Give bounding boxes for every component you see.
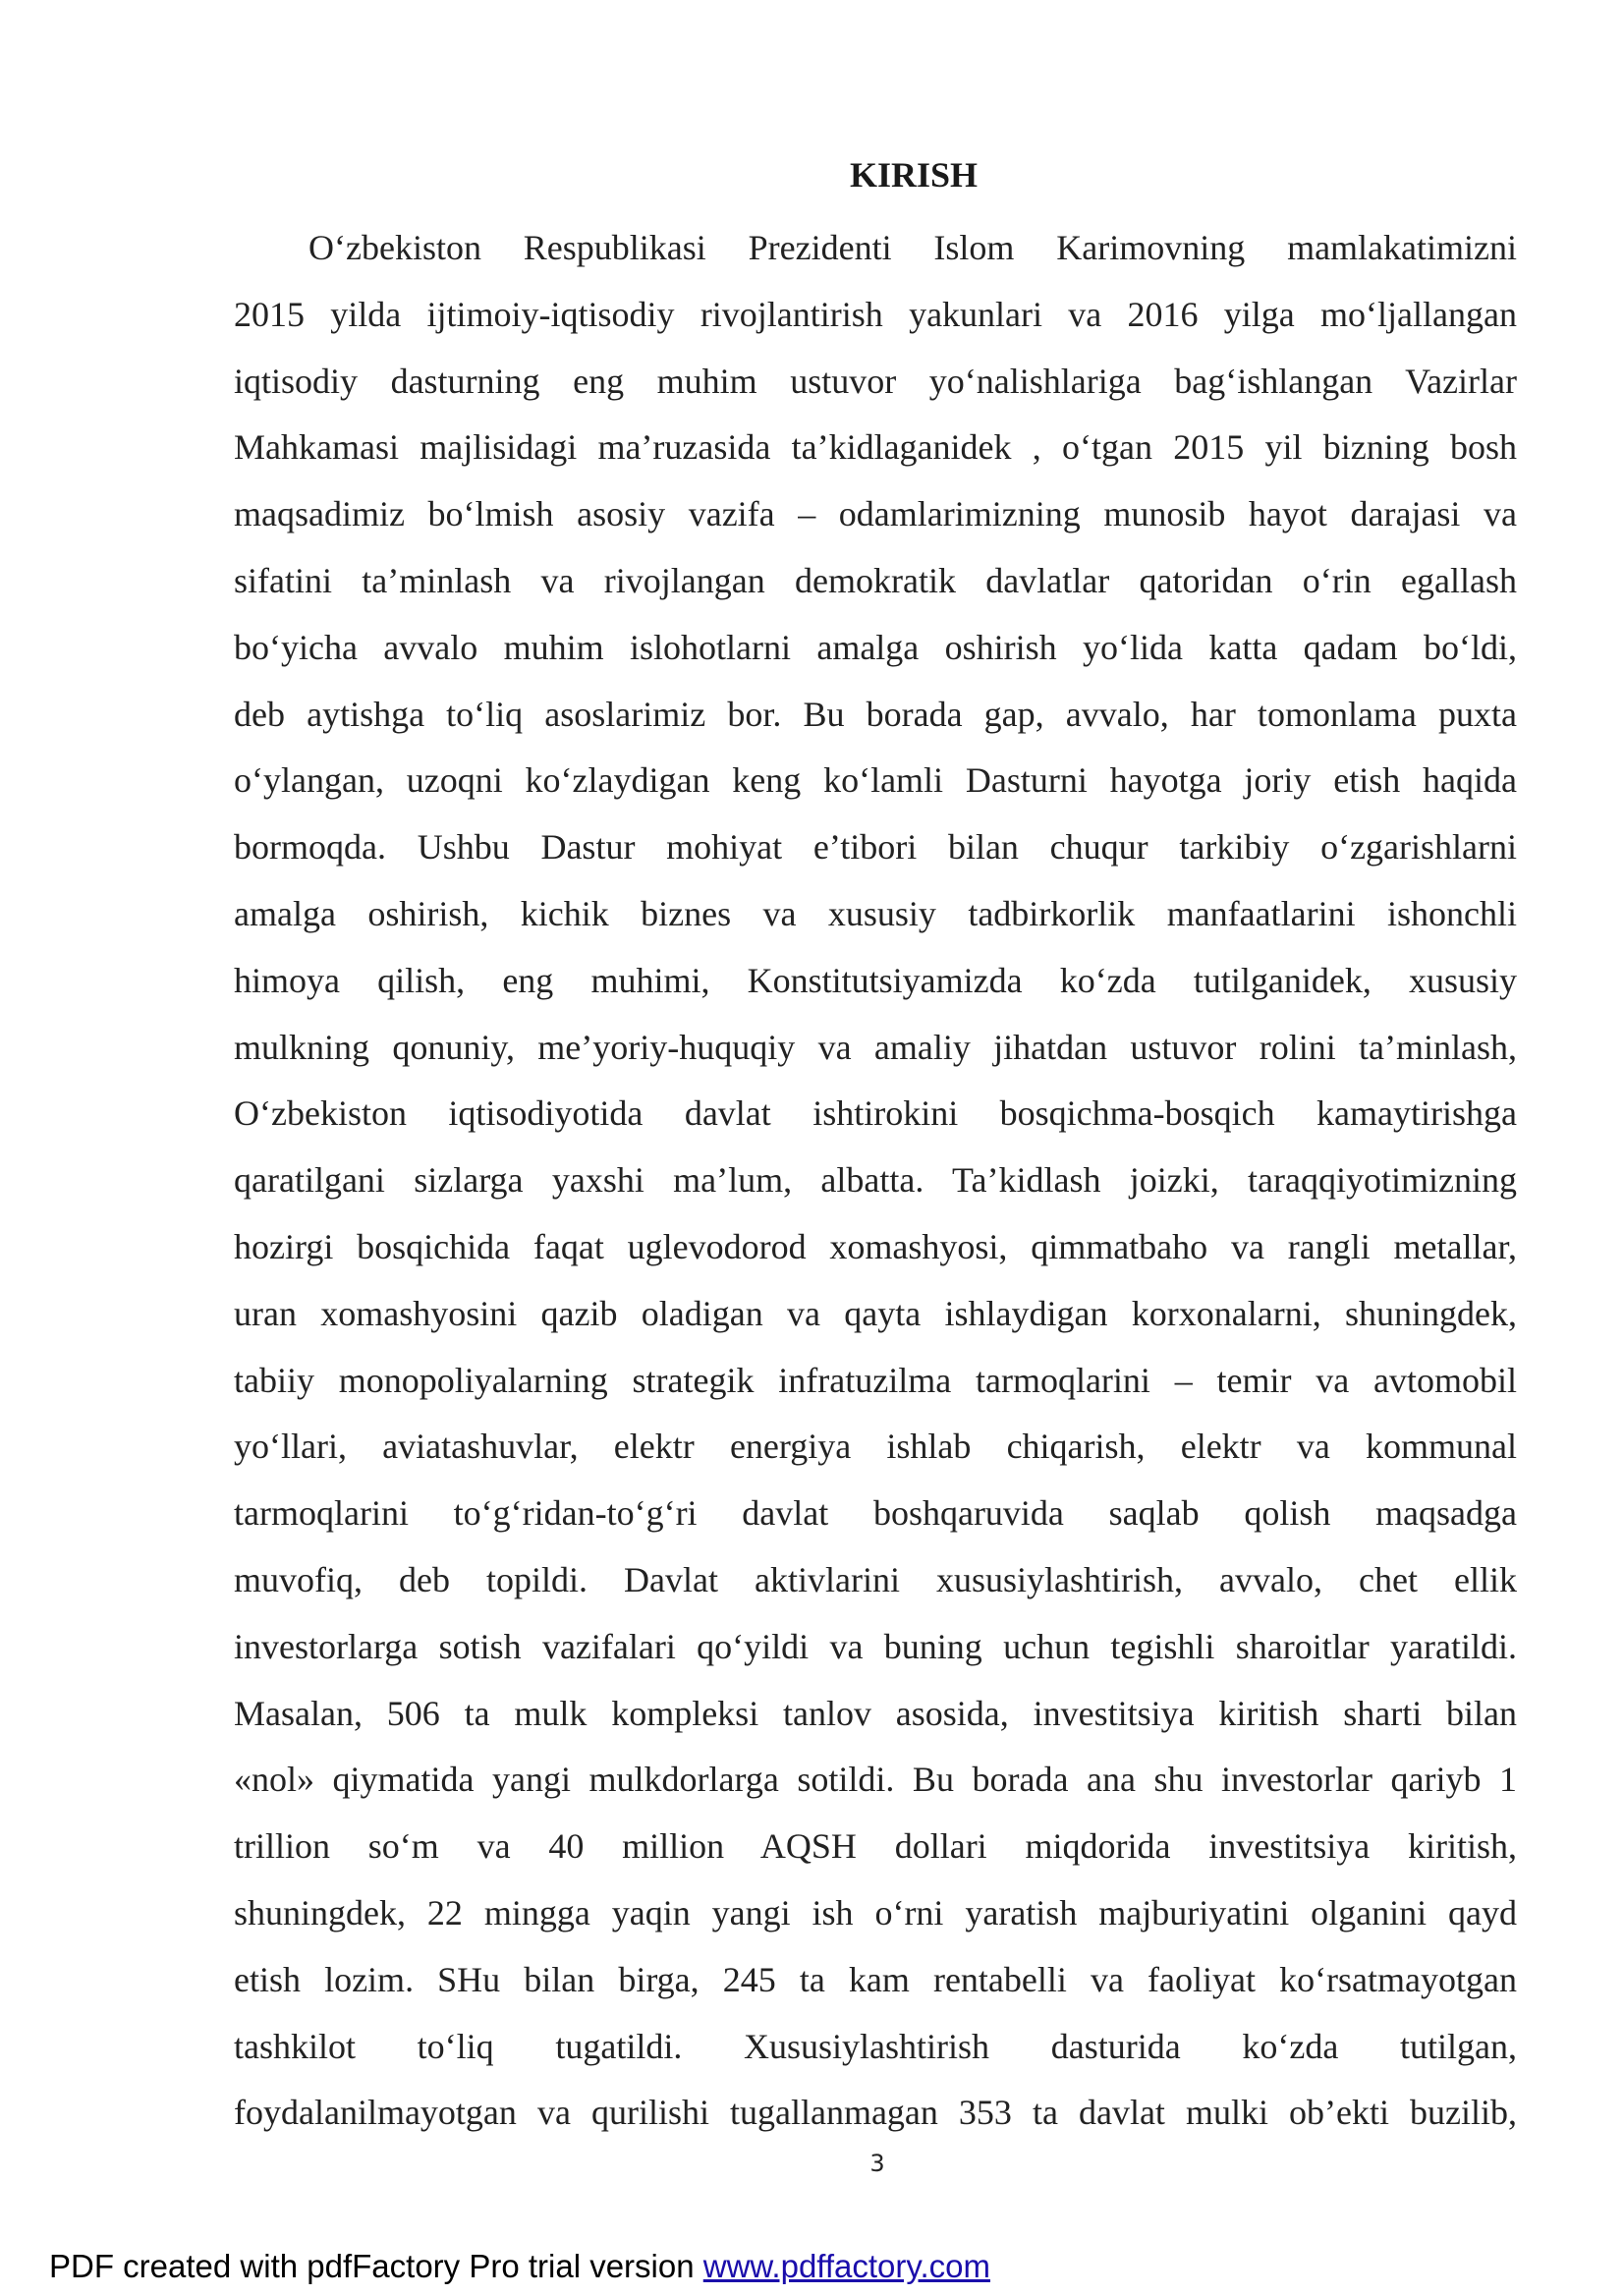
text-line: sifatini ta’minlash va rivojlangan demokratik davlatlar qatoridan o‘rin egallash — [234, 560, 1517, 600]
text-line: tashkilot to‘liq tugatildi. Xususiylashtirish dasturida ko‘zda tutilgan, — [234, 2026, 1517, 2066]
text-line: bo‘yicha avvalo muhim islohotlarni amalga oshirish yo‘lida katta qadam bo‘ldi, — [234, 627, 1517, 667]
body-text — [234, 215, 1517, 2147]
page-title: KIRISH — [849, 155, 979, 195]
pdf-footer — [49, 2248, 990, 2285]
text-line: tarmoqlarini to‘g‘ridan-to‘g‘ri davlat boshqaruvida saqlab qolish maqsadga — [234, 1493, 1517, 1534]
text-line: hozirgi bosqichida faqat uglevodorod xomashyosi, qimmatbaho va rangli metallar, — [234, 1226, 1517, 1266]
text-line: yo‘llari, aviatashuvlar, elektr energiya ishlab chiqarish, elektr va kommunal — [234, 1427, 1517, 1467]
text-line: muvofiq, deb topildi. Davlat aktivlarini xususiylashtirish, avvalo, chet ellik — [234, 1559, 1517, 1599]
text-line: o‘ylangan, uzoqni ko‘zlaydigan keng ko‘lamli Dasturni hayotga joriy etish haqida — [234, 760, 1517, 801]
text-line: maqsadimiz bo‘lmish asosiy vazifa – odamlarimizning munosib hayot darajasi va — [234, 494, 1517, 534]
text-line: O‘zbekiston Respublikasi Prezidenti Islom Karimovning mamlakatimizni — [308, 228, 1517, 267]
text-line: bormoqda. Ushbu Dastur mohiyat e’tibori bilan chuqur tarkibiy o‘zgarishlarni — [234, 827, 1517, 868]
text-line: mulkning qonuniy, me’yoriy-huquqiy va amaliy jihatdan ustuvor rolini ta’minlash, — [234, 1027, 1517, 1067]
text-line: tabiiy monopoliyalarning strategik infratuzilma tarmoqlarini – temir va avtomobil — [234, 1360, 1517, 1400]
text-line: 2015 yilda ijtimoiy-iqtisodiy rivojlantirish yakunlari va 2016 yilga mo‘ljallangan — [234, 294, 1517, 334]
footer-text: PDF created with pdfFactory Pro trial version — [49, 2248, 703, 2284]
footer-link[interactable]: www.pdffactory.com — [702, 2248, 990, 2284]
text-line: Masalan, 506 ta mulk kompleksi tanlov asosida, investitsiya kiritish sharti bilan — [234, 1693, 1517, 1733]
text-line: iqtisodiy dasturning eng muhim ustuvor yo‘nalishlariga bag‘ishlangan Vazirlar — [234, 361, 1517, 401]
text-line: qaratilgani sizlarga yaxshi ma’lum, albatta. Ta’kidlash joizki, taraqqiyotimizning — [234, 1160, 1517, 1201]
text-line: himoya qilish, eng muhimi, Konstitutsiyamizda ko‘zda tutilganidek, xususiy — [234, 960, 1517, 1000]
text-line: uran xomashyosini qazib oladigan va qayta ishlaydigan korxonalarni, shuningdek, — [234, 1293, 1517, 1333]
text-line: amalga oshirish, kichik biznes va xususiy tadbirkorlik manfaatlarini ishonchli — [234, 893, 1517, 933]
text-line: shuningdek, 22 mingga yaqin yangi ish o‘rni yaratish majburiyatini olganini qayd — [234, 1892, 1517, 1932]
text-line: etish lozim. SHu bilan birga, 245 ta kam rentabelli va faoliyat ko‘rsatmayotgan — [234, 1959, 1517, 1999]
text-line: foydalanilmayotgan va qurilishi tugallanmagan 353 ta davlat mulki ob’ekti buzilib, — [234, 2093, 1517, 2133]
text-line: O‘zbekiston iqtisodiyotida davlat ishtirokini bosqichma-bosqich kamaytirishga — [234, 1093, 1517, 1134]
text-line: Mahkamasi majlisidagi ma’ruzasida ta’kidlaganidek , o‘tgan 2015 yil bizning bosh — [234, 427, 1517, 468]
text-line: trillion so‘m va 40 million AQSH dollari miqdorida investitsiya kiritish, — [234, 1826, 1517, 1867]
text-line: investorlarga sotish vazifalari qo‘yildi va buning uchun tegishli sharoitlar yaratildi. — [234, 1626, 1517, 1666]
page-number: 3 — [869, 2150, 885, 2177]
text-line: deb aytishga to‘liq asoslarimiz bor. Bu borada gap, avvalo, har tomonlama puxta — [234, 694, 1517, 734]
text-line: «nol» qiymatida yangi mulkdorlarga sotildi. Bu borada ana shu investorlar qariyb 1 — [234, 1760, 1517, 1800]
